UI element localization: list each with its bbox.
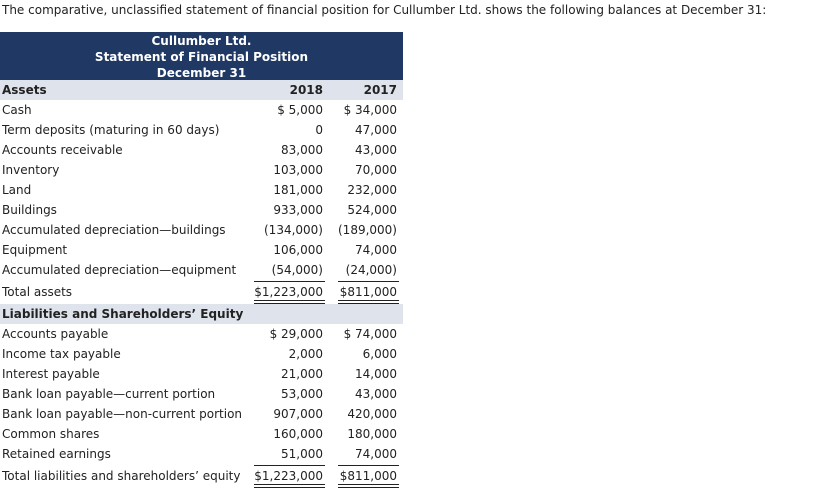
value-2018: 21,000 <box>281 367 323 381</box>
table-row <box>0 200 403 220</box>
company-name: Cullumber Ltd. <box>151 34 252 48</box>
value-2017: (189,000) <box>338 223 397 237</box>
table-row <box>0 344 403 364</box>
value-2017: 70,000 <box>355 163 397 177</box>
table-row <box>0 100 403 120</box>
value-2017: (24,000) <box>345 263 397 277</box>
row-label: Bank loan payable—non-current portion <box>2 407 243 421</box>
value-2018: 907,000 <box>273 407 323 421</box>
total-assets-row <box>0 282 403 302</box>
value-2018: $1,223,000 <box>254 469 323 483</box>
row-label: Land <box>2 183 32 197</box>
table-row <box>0 220 403 240</box>
table-row <box>0 384 403 404</box>
value-2018: 2,000 <box>288 347 323 361</box>
value-2017: 524,000 <box>347 203 397 217</box>
value-2018: 106,000 <box>273 243 323 257</box>
row-label: Total liabilities and shareholders’ equity <box>2 469 241 483</box>
value-2017: 43,000 <box>355 143 397 157</box>
value-2018: 0 <box>315 123 323 137</box>
row-label: Accumulated depreciation—buildings <box>2 223 226 237</box>
total-double-rule-2017 <box>338 484 399 488</box>
row-label: Accounts payable <box>2 327 109 341</box>
value-2017: $ 34,000 <box>343 103 397 117</box>
value-2018: $ 29,000 <box>269 327 323 341</box>
column-2017-heading: 2017 <box>363 83 397 97</box>
value-2017: $ 74,000 <box>343 327 397 341</box>
value-2018: $ 5,000 <box>277 103 323 117</box>
row-label: Common shares <box>2 427 100 441</box>
table-row <box>0 364 403 384</box>
table-row <box>0 120 403 140</box>
column-2018-heading: 2018 <box>289 83 323 97</box>
row-label: Term deposits (maturing in 60 days) <box>2 123 220 137</box>
value-2018: (54,000) <box>271 263 323 277</box>
table-row <box>0 160 403 180</box>
total-liabilities-equity-row <box>0 466 403 486</box>
intro-text: The comparative, unclassified statement of financial position for Cullumber Ltd. shows the following balances at December 31: <box>2 3 767 17</box>
value-2018: 103,000 <box>273 163 323 177</box>
value-2018: 83,000 <box>281 143 323 157</box>
table-row <box>0 180 403 200</box>
assets-heading: Assets <box>2 83 47 97</box>
value-2017: $811,000 <box>339 285 397 299</box>
value-2018: 160,000 <box>273 427 323 441</box>
table-row <box>0 424 403 444</box>
value-2018: 933,000 <box>273 203 323 217</box>
statement-title: Statement of Financial Position <box>94 50 309 64</box>
row-label: Buildings <box>2 203 57 217</box>
value-2018: 53,000 <box>281 387 323 401</box>
value-2017: 47,000 <box>355 123 397 137</box>
row-label: Cash <box>2 103 32 117</box>
value-2017: 6,000 <box>362 347 397 361</box>
row-label: Bank loan payable—current portion <box>2 387 216 401</box>
statement-header <box>0 32 403 80</box>
row-label: Retained earnings <box>2 447 111 461</box>
value-2018: 181,000 <box>273 183 323 197</box>
value-2017: 74,000 <box>355 447 397 461</box>
table-row <box>0 444 403 464</box>
row-label: Total assets <box>2 285 73 299</box>
row-label: Inventory <box>2 163 60 177</box>
value-2017: 420,000 <box>347 407 397 421</box>
value-2017: 232,000 <box>347 183 397 197</box>
value-2017: $811,000 <box>339 469 397 483</box>
row-label: Income tax payable <box>2 347 121 361</box>
value-2018: 51,000 <box>281 447 323 461</box>
liabilities-heading: Liabilities and Shareholders’ Equity <box>2 307 244 321</box>
value-2017: 74,000 <box>355 243 397 257</box>
total-double-rule-2018 <box>254 484 325 488</box>
liabilities-header-row <box>0 304 403 324</box>
value-2017: 180,000 <box>347 427 397 441</box>
value-2017: 43,000 <box>355 387 397 401</box>
value-2017: 14,000 <box>355 367 397 381</box>
row-label: Accumulated depreciation—equipment <box>2 263 237 277</box>
row-label: Equipment <box>2 243 68 257</box>
table-row <box>0 260 403 280</box>
value-2018: (134,000) <box>264 223 323 237</box>
table-row <box>0 404 403 424</box>
row-label: Accounts receivable <box>2 143 123 157</box>
table-row <box>0 140 403 160</box>
value-2018: $1,223,000 <box>254 285 323 299</box>
table-row <box>0 324 403 344</box>
row-label: Interest payable <box>2 367 100 381</box>
assets-header-row <box>0 80 403 100</box>
statement-date: December 31 <box>156 66 247 80</box>
table-row <box>0 240 403 260</box>
